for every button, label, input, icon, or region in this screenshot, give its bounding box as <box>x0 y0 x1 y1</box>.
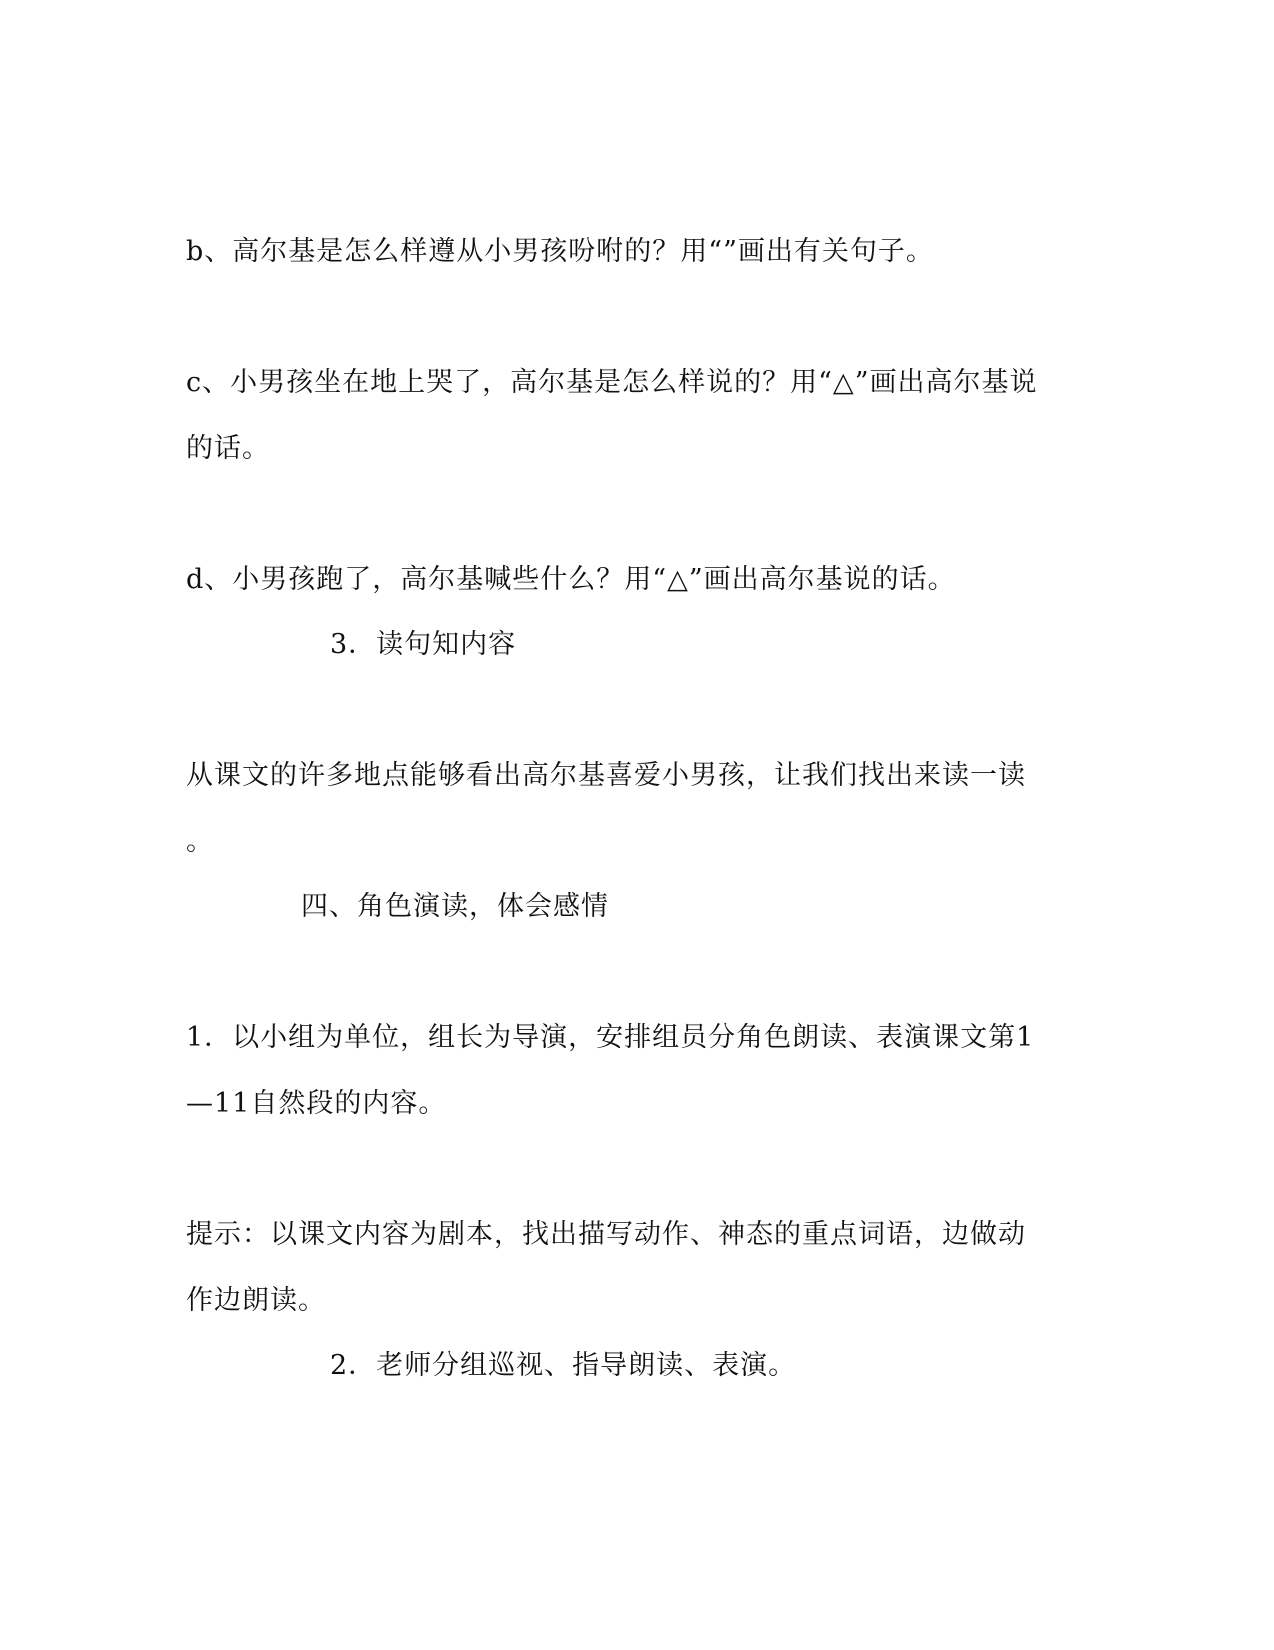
reading-paragraph: 从课文的许多地点能够看出高尔基喜爱小男孩，让我们找出来读一读 <box>186 760 1026 791</box>
hint-text: 提示：以课文内容为剧本，找出描写动作、神态的重点词语，边做动 <box>186 1219 1026 1250</box>
question-c-continuation: 的话。 <box>186 433 270 464</box>
section-four-heading: 四、角色演读，体会感情 <box>301 891 609 922</box>
item-2-text: 2．老师分组巡视、指导朗读、表演。 <box>330 1350 797 1381</box>
question-c-text: c、小男孩坐在地上哭了，高尔基是怎么样说的？用“△”画出高尔基说 <box>186 367 1038 398</box>
question-b-text: b、高尔基是怎么样遵从小男孩吩咐的？用“”画出有关句子。 <box>186 236 934 267</box>
item-1-continuation: —11自然段的内容。 <box>186 1088 447 1119</box>
step-3-heading: 3．读句知内容 <box>330 629 517 660</box>
reading-paragraph-end: 。 <box>186 826 214 857</box>
item-1-text: 1．以小组为单位，组长为导演，安排组员分角色朗读、表演课文第1 <box>186 1022 1035 1053</box>
hint-continuation: 作边朗读。 <box>186 1285 326 1316</box>
question-d-text: d、小男孩跑了，高尔基喊些什么？用“△”画出高尔基说的话。 <box>186 564 956 595</box>
